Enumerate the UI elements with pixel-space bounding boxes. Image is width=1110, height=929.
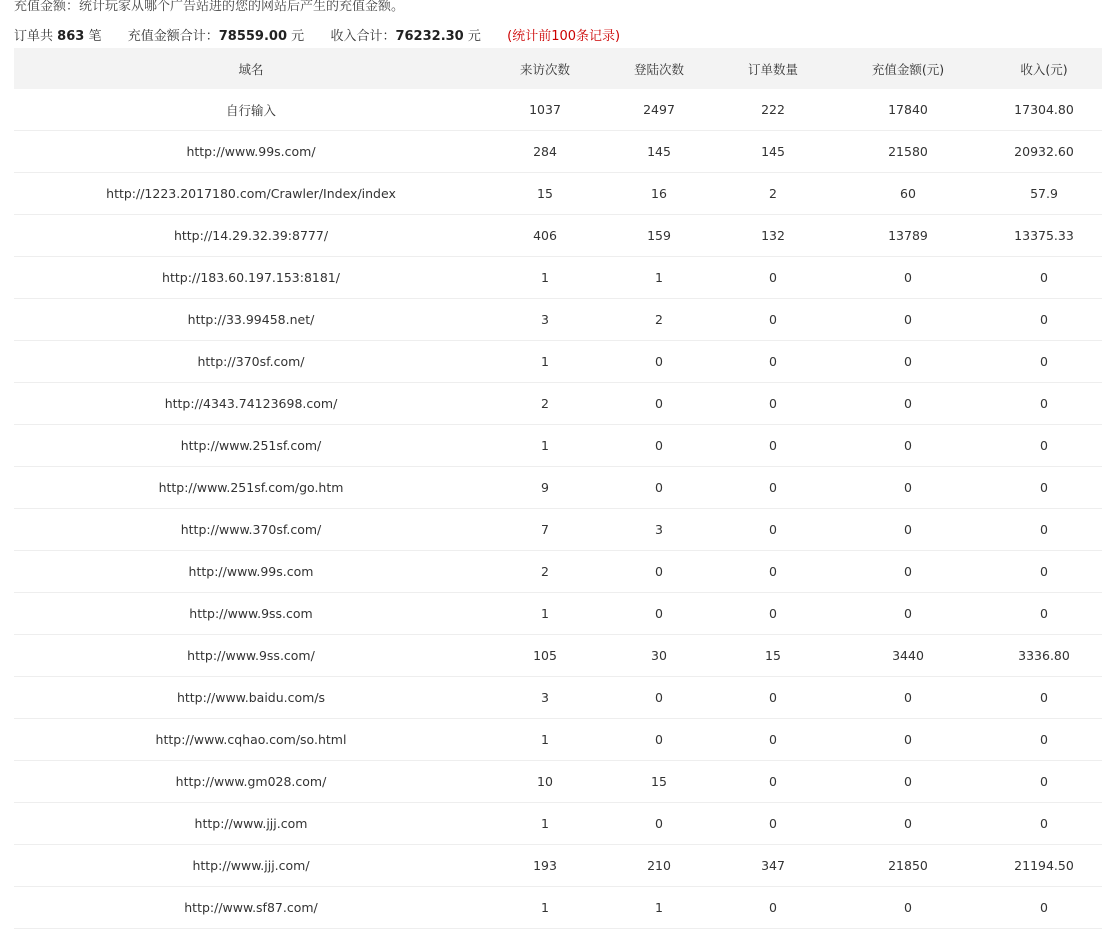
visits-cell: 1037 [488, 89, 602, 131]
recharge-total-value: 78559.00 [218, 29, 288, 44]
orders-cell: 0 [716, 719, 830, 761]
recharge-cell: 0 [830, 509, 986, 551]
visits-cell: 1 [488, 425, 602, 467]
income-total-value: 76232.30 [395, 29, 464, 44]
visits-cell: 1 [488, 719, 602, 761]
recharge-total-label: 充值金额合计： [127, 29, 219, 44]
orders-cell: 0 [716, 425, 830, 467]
domain-cell: http://www.370sf.com/ [14, 509, 488, 551]
income-total-unit: 元 [467, 29, 481, 44]
income-cell: 17304.80 [986, 89, 1102, 131]
logins-cell: 0 [602, 341, 716, 383]
domain-cell: http://33.99458.net/ [14, 299, 488, 341]
logins-cell: 0 [602, 677, 716, 719]
recharge-cell: 0 [830, 299, 986, 341]
income-cell: 0 [986, 803, 1102, 845]
orders-cell: 0 [716, 341, 830, 383]
domain-cell: http://www.9ss.com/ [14, 635, 488, 677]
logins-cell: 2497 [602, 89, 716, 131]
income-cell: 0 [986, 593, 1102, 635]
table-row [14, 803, 1102, 845]
table-row [14, 425, 1102, 467]
table-body [14, 89, 1102, 929]
table-row [14, 383, 1102, 425]
orders-count: 863 [57, 29, 85, 44]
orders-cell: 0 [716, 299, 830, 341]
recharge-cell: 0 [830, 593, 986, 635]
recharge-cell: 0 [830, 383, 986, 425]
logins-cell: 0 [602, 803, 716, 845]
visits-cell: 1 [488, 257, 602, 299]
recharge-cell: 21580 [830, 131, 986, 173]
table-row [14, 719, 1102, 761]
logins-cell: 0 [602, 551, 716, 593]
table-row [14, 845, 1102, 887]
visits-cell: 193 [488, 845, 602, 887]
logins-cell: 16 [602, 173, 716, 215]
table-row [14, 341, 1102, 383]
recharge-cell: 3440 [830, 635, 986, 677]
visits-cell: 1 [488, 803, 602, 845]
income-cell: 0 [986, 257, 1102, 299]
domain-cell: http://www.9ss.com [14, 593, 488, 635]
income-cell: 0 [986, 551, 1102, 593]
income-cell: 0 [986, 509, 1102, 551]
column-header-visits: 来访次数 [488, 48, 602, 89]
recharge-cell: 0 [830, 761, 986, 803]
income-cell: 13375.33 [986, 215, 1102, 257]
domain-cell: http://183.60.197.153:8181/ [14, 257, 488, 299]
recharge-cell: 0 [830, 887, 986, 929]
page-description: 充值金额：统计玩家从哪个广告站进的您的网站后产生的充值金额。 [14, 0, 405, 14]
table-row [14, 887, 1102, 929]
domain-cell: http://www.sf87.com/ [14, 887, 488, 929]
domain-cell: http://www.99s.com [14, 551, 488, 593]
income-cell: 0 [986, 761, 1102, 803]
orders-prefix: 订单共 [14, 29, 54, 44]
table-row [14, 761, 1102, 803]
visits-cell: 1 [488, 887, 602, 929]
orders-cell: 0 [716, 677, 830, 719]
orders-cell: 0 [716, 551, 830, 593]
recharge-cell: 17840 [830, 89, 986, 131]
logins-cell: 1 [602, 887, 716, 929]
logins-cell: 159 [602, 215, 716, 257]
domain-cell: http://www.gm028.com/ [14, 761, 488, 803]
orders-cell: 0 [716, 509, 830, 551]
visits-cell: 10 [488, 761, 602, 803]
orders-cell: 0 [716, 887, 830, 929]
orders-cell: 0 [716, 257, 830, 299]
domain-cell: http://1223.2017180.com/Crawler/Index/index [14, 173, 488, 215]
visits-cell: 3 [488, 299, 602, 341]
orders-cell: 0 [716, 803, 830, 845]
domain-cell: http://www.99s.com/ [14, 131, 488, 173]
column-header-logins: 登陆次数 [602, 48, 716, 89]
logins-cell: 0 [602, 593, 716, 635]
summary-bar [14, 28, 620, 46]
visits-cell: 406 [488, 215, 602, 257]
domain-cell: http://14.29.32.39:8777/ [14, 215, 488, 257]
column-header-domain: 域名 [14, 48, 488, 89]
table-row [14, 299, 1102, 341]
domain-cell: http://www.251sf.com/ [14, 425, 488, 467]
table-row [14, 467, 1102, 509]
column-header-income: 收入(元) [986, 48, 1102, 89]
logins-cell: 1 [602, 257, 716, 299]
income-cell: 0 [986, 425, 1102, 467]
logins-cell: 210 [602, 845, 716, 887]
table-row [14, 257, 1102, 299]
table-row [14, 173, 1102, 215]
visits-cell: 2 [488, 551, 602, 593]
recharge-cell: 60 [830, 173, 986, 215]
visits-cell: 1 [488, 593, 602, 635]
domain-cell: http://www.jjj.com/ [14, 845, 488, 887]
table-row [14, 635, 1102, 677]
logins-cell: 2 [602, 299, 716, 341]
table-row [14, 89, 1102, 131]
orders-cell: 347 [716, 845, 830, 887]
logins-cell: 0 [602, 467, 716, 509]
visits-cell: 15 [488, 173, 602, 215]
visits-cell: 284 [488, 131, 602, 173]
orders-cell: 0 [716, 467, 830, 509]
logins-cell: 15 [602, 761, 716, 803]
recharge-total-unit: 元 [291, 29, 305, 44]
logins-cell: 145 [602, 131, 716, 173]
table-row [14, 593, 1102, 635]
visits-cell: 2 [488, 383, 602, 425]
domain-cell: http://www.baidu.com/s [14, 677, 488, 719]
logins-cell: 0 [602, 425, 716, 467]
orders-cell: 0 [716, 383, 830, 425]
income-cell: 0 [986, 467, 1102, 509]
visits-cell: 105 [488, 635, 602, 677]
recharge-cell: 0 [830, 551, 986, 593]
visits-cell: 1 [488, 341, 602, 383]
visits-cell: 9 [488, 467, 602, 509]
table-row [14, 215, 1102, 257]
domain-cell: 自行输入 [14, 89, 488, 131]
income-cell: 3336.80 [986, 635, 1102, 677]
recharge-cell: 0 [830, 257, 986, 299]
income-cell: 21194.50 [986, 845, 1102, 887]
logins-cell: 30 [602, 635, 716, 677]
recharge-cell: 0 [830, 803, 986, 845]
orders-cell: 0 [716, 593, 830, 635]
orders-cell: 222 [716, 89, 830, 131]
table-header-row [14, 48, 1102, 89]
visits-cell: 3 [488, 677, 602, 719]
logins-cell: 0 [602, 383, 716, 425]
orders-cell: 132 [716, 215, 830, 257]
income-cell: 0 [986, 887, 1102, 929]
orders-cell: 15 [716, 635, 830, 677]
income-cell: 0 [986, 299, 1102, 341]
stats-table [14, 48, 1102, 929]
income-cell: 0 [986, 719, 1102, 761]
table-row [14, 551, 1102, 593]
orders-cell: 2 [716, 173, 830, 215]
domain-cell: http://www.jjj.com [14, 803, 488, 845]
domain-cell: http://370sf.com/ [14, 341, 488, 383]
recharge-cell: 0 [830, 467, 986, 509]
table-row [14, 677, 1102, 719]
column-header-orders: 订单数量 [716, 48, 830, 89]
logins-cell: 0 [602, 719, 716, 761]
table-row [14, 509, 1102, 551]
recharge-cell: 0 [830, 677, 986, 719]
income-cell: 0 [986, 341, 1102, 383]
income-cell: 0 [986, 677, 1102, 719]
domain-cell: http://www.251sf.com/go.htm [14, 467, 488, 509]
income-cell: 57.9 [986, 173, 1102, 215]
domain-cell: http://www.cqhao.com/so.html [14, 719, 488, 761]
income-cell: 0 [986, 383, 1102, 425]
domain-cell: http://4343.74123698.com/ [14, 383, 488, 425]
column-header-recharge: 充值金额(元) [830, 48, 986, 89]
orders-unit: 笔 [88, 29, 102, 44]
income-cell: 20932.60 [986, 131, 1102, 173]
visits-cell: 7 [488, 509, 602, 551]
income-total-label: 收入合计： [330, 29, 396, 44]
recharge-cell: 0 [830, 719, 986, 761]
recharge-cell: 0 [830, 425, 986, 467]
orders-cell: 145 [716, 131, 830, 173]
recharge-cell: 13789 [830, 215, 986, 257]
record-limit-note: (统计前100条记录) [507, 29, 621, 44]
logins-cell: 3 [602, 509, 716, 551]
recharge-cell: 21850 [830, 845, 986, 887]
recharge-cell: 0 [830, 341, 986, 383]
table-row [14, 131, 1102, 173]
orders-cell: 0 [716, 761, 830, 803]
